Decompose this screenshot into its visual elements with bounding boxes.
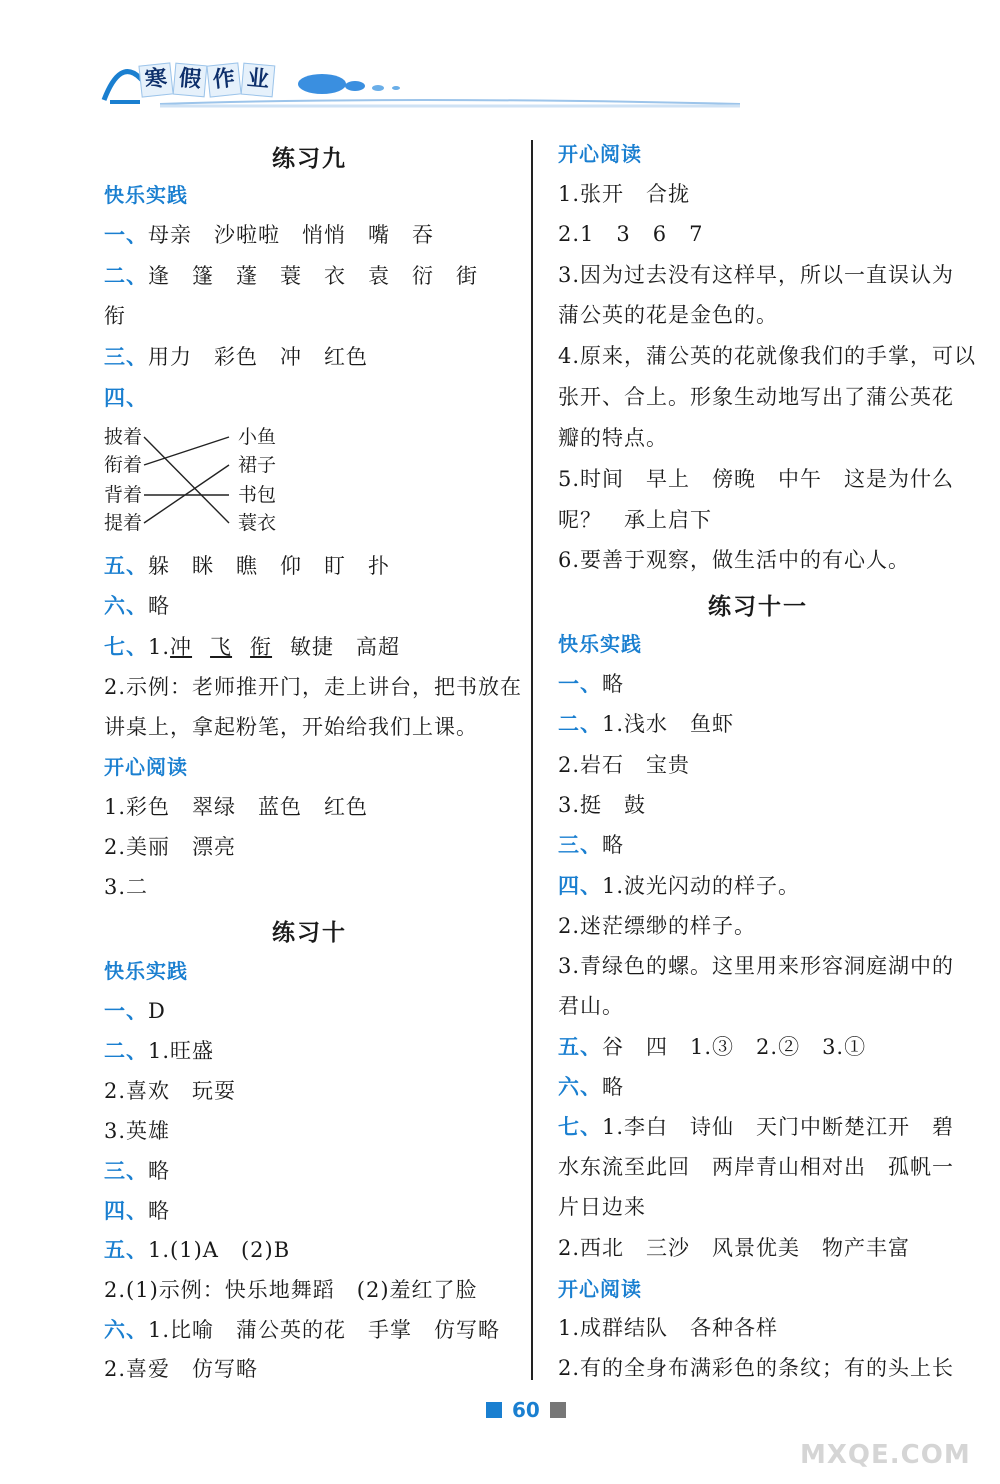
answer-text: 略: [602, 672, 624, 696]
question-number: 二、: [104, 1039, 148, 1063]
header-char: 假: [173, 63, 208, 98]
answer-line: [558, 670, 624, 698]
column-divider: [531, 140, 533, 1380]
answer-text: 3.因为过去没有这样早，所以一直误认为: [558, 263, 955, 287]
answer-line: [104, 221, 434, 249]
section-practice: 快乐实践: [104, 959, 188, 983]
answer-text: 1.比喻 蒲公英的花 手掌 仿写略: [148, 1318, 501, 1342]
answer-line: [558, 1033, 866, 1061]
answer-text: 4.原来，蒲公英的花就像我们的手掌，可以: [558, 344, 977, 368]
answer-text: 1.(1)A (2)B: [148, 1238, 291, 1262]
answer-text: 1.彩色 翠绿 蓝色 红色: [104, 795, 369, 819]
answer-text: 1.: [148, 635, 171, 659]
blue-square-icon: [486, 1402, 502, 1418]
answer-text: 用力 彩色 冲 红色: [148, 345, 368, 369]
question-number: 五、: [104, 554, 148, 578]
question-number: 六、: [104, 594, 148, 618]
question-number: 一、: [104, 223, 148, 247]
section-reading: 开心阅读: [558, 142, 642, 166]
answer-text: 2.西北 三沙 风景优美 物产丰富: [558, 1236, 911, 1260]
question-number: 一、: [104, 999, 148, 1023]
question-number: 二、: [558, 712, 602, 736]
answer-line: [104, 1157, 170, 1185]
question-number: 二、: [104, 264, 148, 288]
question-number: 六、: [558, 1075, 602, 1099]
answer-text: 逢 篷 蓬 蓑 衣 袁 衍 街: [148, 264, 478, 288]
answer-line: [104, 262, 478, 290]
underlined-word: 冲: [170, 635, 193, 659]
page-number: 60: [512, 1398, 540, 1422]
exercise-11-title: 练习十一: [708, 594, 808, 620]
section-practice: 快乐实践: [104, 183, 188, 207]
underlined-word: 衔: [250, 635, 273, 659]
answer-text: D: [148, 999, 166, 1023]
answer-text: 3.青绿色的螺。这里用来形容洞庭湖中的: [558, 954, 955, 978]
answer-text: 瓣的特点。: [558, 426, 668, 450]
answer-line: [558, 831, 624, 859]
answer-text: 3.英雄: [104, 1119, 171, 1143]
answer-line: [558, 872, 800, 900]
answer-text: 3.挺 鼓: [558, 793, 647, 817]
answer-text: 3.二: [104, 875, 149, 899]
answer-text: 略: [148, 1199, 170, 1223]
answer-text: 2.岩石 宝贵: [558, 753, 691, 777]
answer-text: 2.喜欢 玩耍: [104, 1079, 237, 1103]
match-left-item: 披着: [104, 426, 143, 448]
answer-line: [104, 633, 400, 661]
answer-line: [558, 1113, 954, 1141]
answer-line: [104, 1316, 500, 1344]
answer-text: 2.喜爱 仿写略: [104, 1357, 259, 1381]
question-number: 三、: [558, 833, 602, 857]
page-footer: [486, 1398, 566, 1422]
answer-text: 1.李白 诗仙 天门中断楚江开 碧: [602, 1115, 955, 1139]
matching-diagram: [104, 425, 304, 541]
question-number: 四、: [104, 1199, 148, 1223]
question-number: 七、: [558, 1115, 602, 1139]
header-title: [140, 64, 274, 96]
answer-text: 1.波光闪动的样子。: [602, 874, 801, 898]
question-number: 六、: [104, 1318, 148, 1342]
header-char: 业: [241, 63, 276, 98]
answer-text: 2.有的全身布满彩色的条纹；有的头上长: [558, 1356, 955, 1380]
answer-line: [558, 710, 734, 738]
answer-text: 2.迷茫缥缈的样子。: [558, 914, 757, 938]
answer-line: [104, 552, 390, 580]
answer-line: [104, 1197, 170, 1225]
question-number: 七、: [104, 635, 148, 659]
exercise-9-title: 练习九: [272, 146, 347, 172]
answer-line: [104, 997, 166, 1025]
underlined-word: 飞: [210, 635, 233, 659]
answer-text: 略: [602, 1075, 624, 1099]
section-reading: 开心阅读: [558, 1277, 642, 1301]
answer-text: 1.成群结队 各种各样: [558, 1316, 779, 1340]
answer-line: [104, 1037, 214, 1065]
question-number: 四、: [558, 874, 602, 898]
answer-text: 略: [148, 1159, 170, 1183]
answer-text: 1.旺盛: [148, 1039, 215, 1063]
question-number: 一、: [558, 672, 602, 696]
match-right-item: 小鱼: [238, 426, 277, 448]
header-char: 寒: [138, 62, 173, 97]
answer-line: [104, 343, 368, 371]
answer-text: 2.示例：老师推开门，走上讲台，把书放在: [104, 675, 523, 699]
answer-text: 衔: [104, 304, 126, 328]
answer-line: [104, 384, 148, 412]
match-right-item: 书包: [238, 484, 277, 506]
match-right-item: 蓑衣: [238, 512, 277, 534]
question-number: 三、: [104, 1159, 148, 1183]
answer-text: 片日边来: [558, 1195, 646, 1219]
answer-text: 1.张开 合拢: [558, 182, 691, 206]
answer-text: 略: [148, 594, 170, 618]
answer-text: 母亲 沙啦啦 悄悄 嘴 吞: [148, 223, 434, 247]
answer-line: [558, 1073, 624, 1101]
answer-text: 2.美丽 漂亮: [104, 835, 237, 859]
answer-text: 躲 眯 瞧 仰 盯 扑: [148, 554, 390, 578]
answer-text: 2.(1)示例：快乐地舞蹈 (2)羞红了脸: [104, 1278, 478, 1302]
match-left-item: 提着: [104, 512, 143, 534]
match-left-item: 背着: [104, 484, 143, 506]
gray-square-icon: [550, 1402, 566, 1418]
answer-text: 君山。: [558, 994, 624, 1018]
watermark-text: MXQE.COM: [800, 1440, 971, 1470]
answer-text: 略: [602, 833, 624, 857]
match-right-item: 裙子: [238, 454, 277, 476]
exercise-10-title: 练习十: [272, 920, 347, 946]
answer-text: 6.要善于观察，做生活中的有心人。: [558, 548, 911, 572]
answer-text: 水东流至此回 两岸青山相对出 孤帆一: [558, 1155, 954, 1179]
section-reading: 开心阅读: [104, 755, 188, 779]
answer-text: 呢？ 承上启下: [558, 508, 712, 532]
answer-text: 5.时间 早上 傍晚 中午 这是为什么: [558, 467, 955, 491]
answer-text: 蒲公英的花是金色的。: [558, 303, 778, 327]
answer-text: 敏捷 高超: [290, 635, 401, 659]
match-left-item: 衔着: [104, 454, 143, 476]
question-number: 五、: [558, 1035, 602, 1059]
answer-text: 谷 四 1.③ 2.② 3.①: [602, 1035, 867, 1059]
question-number: 四、: [104, 386, 148, 410]
answer-text: 讲桌上，拿起粉笔，开始给我们上课。: [104, 715, 478, 739]
answer-line: [104, 1236, 290, 1264]
watermark: [800, 1380, 990, 1480]
answer-text: 1.浅水 鱼虾: [602, 712, 735, 736]
section-practice: 快乐实践: [558, 632, 642, 656]
header-char: 作: [206, 62, 241, 97]
answer-text: 张开、合上。形象生动地写出了蒲公英花: [558, 385, 954, 409]
question-number: 三、: [104, 345, 148, 369]
header-banner: [100, 48, 740, 108]
question-number: 五、: [104, 1238, 148, 1262]
answer-line: [104, 592, 170, 620]
answer-text: 2.1 3 6 7: [558, 222, 704, 246]
